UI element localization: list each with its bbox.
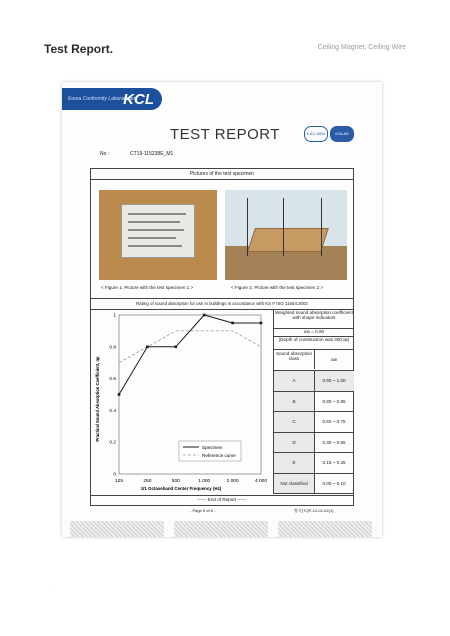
class-cell: A <box>274 371 315 391</box>
absorption-chart-svg <box>91 309 271 494</box>
class-header: Sound absorption class <box>274 350 315 369</box>
figure-1-caption: < Figure 1. Picture with the test specimen 1 > <box>101 285 194 290</box>
y-tick-label: 1 <box>113 313 116 319</box>
specimen-point <box>175 346 178 349</box>
chart-legend <box>179 441 241 461</box>
report-number: CT19-115238E_M1 <box>130 151 174 157</box>
y-tick-label: 0.4 <box>109 408 116 414</box>
specimen-line <box>119 315 261 395</box>
table-row <box>274 433 354 454</box>
legend-specimen: Specimen <box>202 445 223 450</box>
range-cell: 0.80 ~ 0.85 <box>322 398 346 404</box>
specimen-point <box>146 346 149 349</box>
specimen-label-plate <box>121 204 195 258</box>
end-of-report: ------ End of Report ------ <box>91 495 353 502</box>
range-cell: 0.00 ~ 0.10 <box>322 480 346 486</box>
y-tick-label: 0 <box>113 472 116 478</box>
pictures-heading: Pictures of the test specimen <box>91 169 353 180</box>
classification-table <box>273 309 354 494</box>
page-header <box>0 0 450 60</box>
depth-note: (Depth of construction was 300 ㎜) <box>274 337 354 350</box>
y-tick-label: 0.2 <box>109 440 116 446</box>
kolas-badge: KOLAS <box>330 126 354 142</box>
y-axis-label: Practical Sound Absorption Coefficient, αp <box>95 356 100 442</box>
form-number: 양식(TQP-12-01-02(1) <box>294 508 334 513</box>
x-tick-label: 4 000 <box>254 479 268 484</box>
class-cell: D <box>274 433 315 453</box>
kcl-logo-subtitle: Korea Conformity Laboratories <box>68 96 137 102</box>
absorption-chart <box>91 309 271 494</box>
x-tick-label: 250 <box>143 479 152 484</box>
alpha-w-value: αw = 0.90 <box>274 329 354 337</box>
kcl-logo <box>62 88 162 110</box>
class-cell: C <box>274 412 315 432</box>
ilac-badge: ILAC-MRA <box>304 126 328 142</box>
alpha-header: αw <box>331 357 337 362</box>
report-number-label: No : <box>100 151 110 157</box>
report-title: TEST REPORT <box>170 126 280 143</box>
y-tick-label: 0.8 <box>109 345 116 351</box>
stamp-strip-2 <box>174 521 268 537</box>
table-row <box>274 453 354 474</box>
test-report-document <box>62 82 382 537</box>
stamp-strip-3 <box>278 521 372 537</box>
specimen-point <box>203 314 206 317</box>
page-tagline: Ceiling Magnet, Ceiling Wire <box>317 44 406 51</box>
table-row <box>274 392 354 413</box>
y-tick-label: 0.6 <box>109 377 116 383</box>
page-number: - Page 6 of 6 - <box>190 508 216 513</box>
table-row <box>274 474 354 495</box>
figure-2-caption: < Figure 2. Picture with the test specimen 2 > <box>231 285 324 290</box>
report-frame <box>90 168 354 506</box>
table-row <box>274 412 354 433</box>
x-tick-label: 1 000 <box>198 479 211 484</box>
range-cell: 0.15 ~ 0.25 <box>322 460 346 465</box>
range-cell: 0.90 ~ 1.00 <box>322 378 346 383</box>
specimen-point <box>260 322 263 325</box>
kcl-logo-text: KCL <box>123 91 154 108</box>
corner-mark: · <box>48 586 50 592</box>
range-cell: 0.30 ~ 0.55 <box>322 439 346 445</box>
table-heading: Weighted sound absorption coefficient with shape indicators <box>274 309 354 329</box>
specimen-point <box>118 393 121 396</box>
specimen-photo-2 <box>225 190 347 280</box>
class-cell: E <box>274 453 315 473</box>
x-tick-label: 125 <box>114 479 124 484</box>
x-tick-label: 500 <box>171 479 180 484</box>
table-row <box>274 371 354 392</box>
x-tick-label: 2 000 <box>226 479 239 484</box>
class-cell: Not classified <box>274 474 315 494</box>
legend-reference: Reference curve <box>202 453 236 458</box>
brand-title: Test Report. <box>44 42 114 56</box>
class-cell: B <box>274 392 315 412</box>
x-axis-label: 1/1 Octaveband Center Frequency (Hz) <box>140 486 222 491</box>
specimen-photo-1 <box>99 190 217 280</box>
stamp-strip-1 <box>70 521 164 537</box>
specimen-point <box>231 322 234 325</box>
rating-heading: Rating of sound absorption for use in buildings in accordance with KS F ISO 11654:2003 <box>91 298 353 310</box>
class-header-row <box>274 350 354 371</box>
range-cell: 0.60 ~ 0.75 <box>322 419 346 424</box>
